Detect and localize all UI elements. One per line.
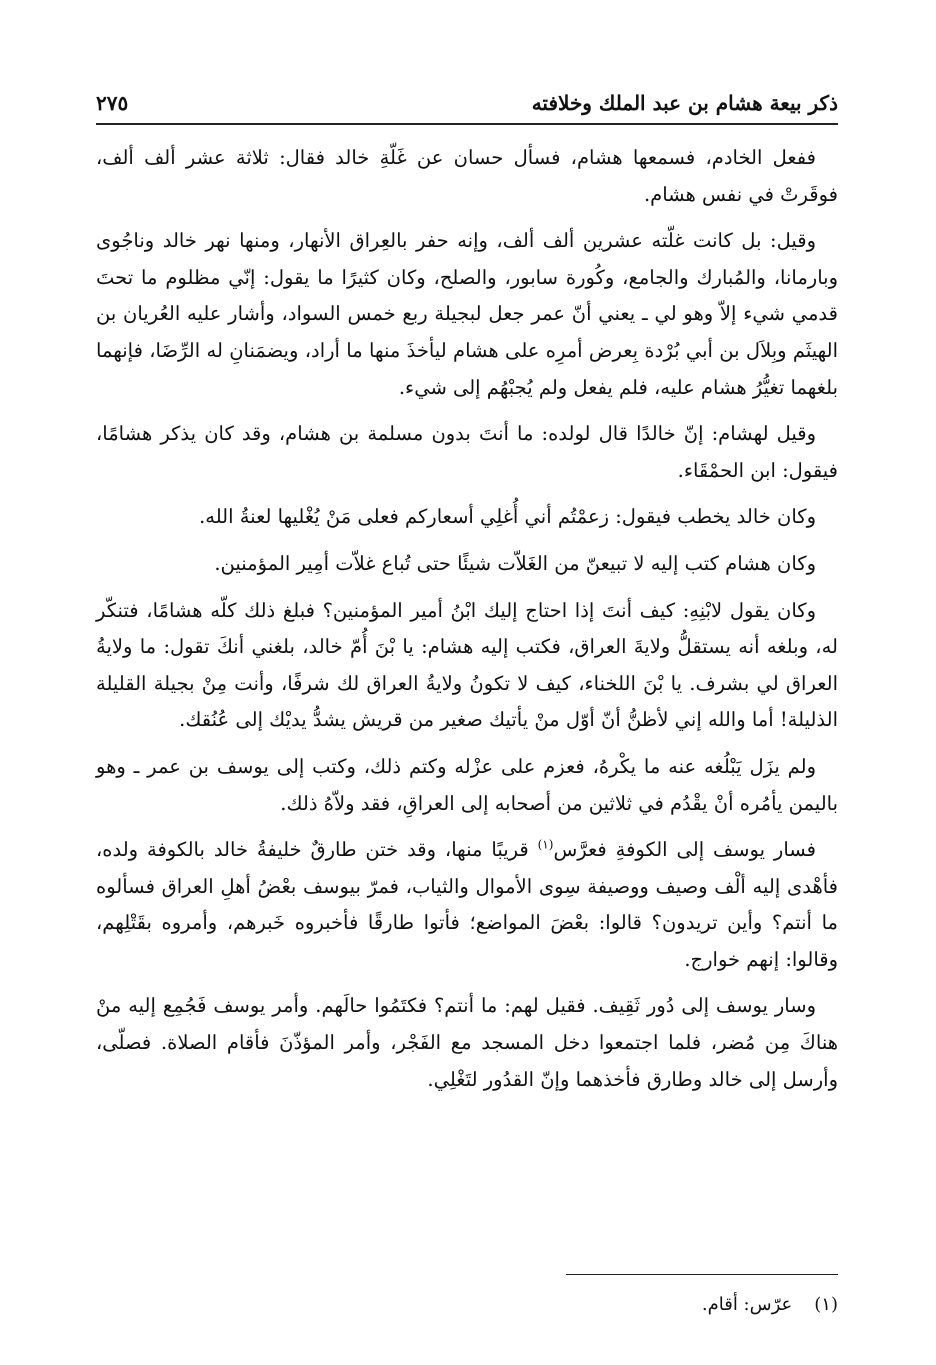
paragraph: وسار يوسف إلى دُور ثَقِيف. فقيل لهم: ما أنتم؟ فكتَمُوا حالَهم. وأمر يوسف فَجُمِع إليه منْ هناكَ مِن مُضر، فلما اجتمعوا دخل المسجد مع الفَجْر، وأمر المؤذّنَ فأقام الصلاة. فصلّى، وأرسل إلى خالد وطارق فأخذهما وإنّ القدُور لتَغْلِي. [96, 994, 838, 1091]
header-rule [96, 123, 838, 125]
paragraph: ولم يزَل يَبْلُغه عنه ما يكْرهُ، فعزم على عزْله وكتم ذلك، وكتب إلى يوسف بن عمر ـ وهو باليمن يأمُره أنْ يقْدُم في ثلاثين من أصحابه إلى العراقِ، فقد ولاّهُ ذلك. [96, 754, 838, 815]
paragraph-text-end: قريبًا منها، وقد ختن طارقٌ خليفةُ خالد بالكوفة ولده، فأهْدى إليه ألْف وصيف ووصيفة سِوى الأموال والثياب، فمرّ بيوسف بعْضُ أهلِ العراق فسألوه ما أنتم؟ وأين تريدون؟ قالوا: بعْضَ المواضع؛ فأتوا طارقًا فأخبروه خَبرهم، وأمروه بقَتْلِهم، وقالوا: إنهم خوارج. [96, 838, 838, 971]
footnote-number: (١) [814, 1294, 838, 1315]
paragraph: وكان خالد يخطب فيقول: زعمْتُم أني أُغلِي أسعاركم فعلى مَنْ يُغْليها لعنةُ الله. [199, 505, 816, 529]
footnote-text: عرّس: أقام. [701, 1294, 793, 1315]
paragraph-with-note [96, 832, 838, 978]
footnote-reference-mark: (١) [537, 837, 554, 852]
footnote-rule [566, 1274, 838, 1275]
paragraph: وكان يقول لابْنِهِ: كيف أنتَ إذا احتاج إليك ابْنُ أمير المؤمنين؟ فبلغ ذلك كلّه هشامًا، فتنكّر له، وبلغه أنه يستقلُّ ولايةَ العراق، فكتب إليه هشام: يا بْنَ أُمّ خالد، بلغني أنكَ تقول: ما ولايةُ العراق لي بشرف. يا بْنَ اللخناء، كيف لا تكونُ ولايةُ العراق لك شرفًا، وأنت مِنْ بجيلة القليلة الذليلة! أما والله إني لأظنُّ أنّ أوّل منْ يأتيك صغير من قريش يشدُّ يديْك إلى عُنُقك. [96, 598, 838, 732]
footnote [96, 1290, 838, 1320]
page-header [96, 88, 838, 122]
paragraph: وقيل لهشام: إنّ خالدًا قال لولده: ما أنتَ بدون مسلمة بن هشام، وقد كان يذكر هشامًا، فيقول: ابن الحمْقَاء. [96, 422, 838, 482]
paragraph: ففعل الخادم، فسمعها هشام، فسأل حسان عن غَلّةِ خالد فقال: ثلاثة عشر ألف ألف، فوقَرتْ في نفس هشام. [96, 146, 838, 206]
page-number: ٢٧٥ [96, 91, 129, 115]
paragraph: وقيل: بل كانت غلّته عشرين ألف ألف، وإنه حفر بالعِراق الأنهار، ومنها نهر خالد وناجُوى وبارمانا، والمُبارك والجامع، وكُورة سابور، والصلح، وكان كثيرًا ما يقول: إنّي مظلوم ما تحتَ قدمي شيء إلاّ وهو لي ـ يعني أنّ عمر جعل لبجيلة ربع خمس السواد، وأشار عليه العُريان بن الهيثَم وبِلاَل بن أبي بُرْدة بِعرض أمرِه على هشام ليأخذَ منها ما أراد، ويضمَنانِ له الرِّضَا، فإنهما بلغهما تغيُّرُ هشام عليه، فلم يفعل ولم يُجبْهُم إلى شيء. [96, 229, 838, 399]
body-text [96, 140, 838, 1108]
paragraph: وكان هشام كتب إليه لا تبيعنّ من الغَلاّت شيئًا حتى تُباع غلاّت أمِير المؤمنين. [214, 551, 816, 575]
paragraph-text-start: فسار يوسف إلى الكوفةِ فعرَّس [553, 838, 816, 862]
running-title: ذكر بيعة هشام بن عبد الملك وخلافته [531, 91, 838, 115]
